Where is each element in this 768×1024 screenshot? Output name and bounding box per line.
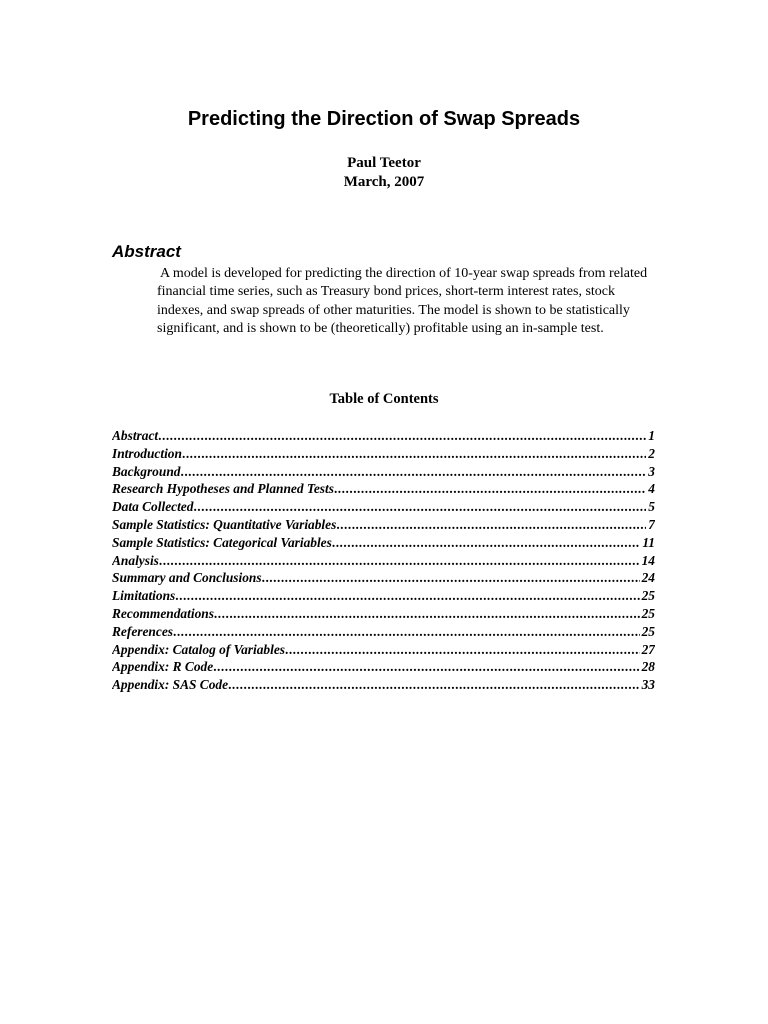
toc-entry-page: 25: [641, 605, 655, 621]
abstract-heading: Abstract: [112, 242, 181, 261]
toc-dot-leader: [332, 534, 641, 552]
abstract-text: [157, 265, 657, 338]
toc-heading: Table of Contents: [329, 391, 439, 407]
toc-dot-leader: [180, 463, 646, 481]
toc-entry-data-collected[interactable]: [112, 498, 655, 516]
toc-entry-introduction[interactable]: [112, 445, 655, 463]
toc-dot-leader: [262, 569, 640, 587]
toc-entry-label: Appendix: SAS Code: [112, 677, 229, 693]
toc-entry-label: Recommendations: [112, 605, 214, 621]
toc-entry-page: 25: [641, 588, 655, 604]
toc-dot-leader: [285, 641, 640, 659]
toc-entry-categorical-variables[interactable]: [112, 534, 655, 552]
toc-dot-leader: [228, 676, 640, 694]
toc-dot-leader: [158, 427, 646, 445]
toc-dot-leader: [193, 498, 646, 516]
toc-entry-page: 28: [641, 659, 655, 675]
document-date: March, 2007: [343, 174, 425, 190]
toc-dot-leader: [334, 480, 646, 498]
toc-entry-page: 24: [641, 570, 655, 586]
toc-dot-leader: [182, 445, 646, 463]
document-author: Paul Teetor: [347, 155, 421, 171]
toc-entry-background[interactable]: [112, 463, 655, 481]
toc-entry-label: Appendix: Catalog of Variables: [112, 641, 285, 657]
toc-entry-label: Summary and Conclusions: [112, 570, 262, 586]
toc-entry-label: Sample Statistics: Categorical Variables: [112, 534, 332, 550]
toc-entry-page: 14: [641, 552, 655, 568]
toc-dot-leader: [213, 658, 639, 676]
toc-entry-label: Limitations: [112, 588, 176, 604]
toc-entry-label: Appendix: R Code: [112, 659, 214, 675]
toc-entry-page: 4: [648, 481, 655, 497]
toc-entry-label: References: [112, 623, 173, 639]
toc-entry-abstract[interactable]: [112, 427, 655, 445]
toc-entry-label: Abstract: [112, 428, 159, 443]
toc-entry-limitations[interactable]: [112, 587, 655, 605]
toc-entry-label: Sample Statistics: Quantitative Variables: [112, 516, 337, 532]
toc-dot-leader: [214, 605, 640, 623]
toc-entry-appendix-sas-code[interactable]: [112, 676, 655, 694]
toc-dot-leader: [336, 516, 646, 534]
toc-entry-page: 3: [648, 463, 655, 479]
toc-dot-leader: [175, 587, 639, 605]
table-of-contents: [112, 427, 655, 694]
toc-entry-page: 2: [648, 445, 655, 461]
toc-entry-analysis[interactable]: [112, 552, 655, 570]
toc-dot-leader: [159, 552, 640, 570]
toc-entry-page: 11: [642, 534, 655, 550]
toc-entry-summary-conclusions[interactable]: [112, 569, 655, 587]
toc-entry-quantitative-variables[interactable]: [112, 516, 655, 534]
toc-entry-label: Background: [112, 463, 181, 479]
toc-entry-references[interactable]: [112, 623, 655, 641]
toc-entry-page: 5: [648, 499, 655, 515]
toc-entry-label: Analysis: [112, 552, 159, 568]
toc-entry-label: Data Collected: [112, 499, 194, 515]
toc-entry-appendix-r-code[interactable]: [112, 658, 655, 676]
toc-entry-research-hypotheses[interactable]: [112, 480, 655, 498]
toc-dot-leader: [173, 623, 640, 641]
toc-entry-page: 25: [641, 623, 655, 639]
abstract-text-content: A model is developed for predicting the direction of 10-year swap spreads from related financial time series, such as Treasury bond prices, short-term interest rates, stock indexes, and swap spreads of other maturities. The model is shown to be statistically significant, and is shown to be (theoretically) profitable using an in-sample test.: [157, 266, 648, 336]
toc-entry-page: 33: [641, 677, 655, 693]
toc-entry-page: 1: [648, 428, 655, 443]
toc-entry-page: 27: [641, 641, 655, 657]
toc-entry-recommendations[interactable]: [112, 605, 655, 623]
toc-entry-appendix-catalog[interactable]: [112, 641, 655, 659]
document-title: Predicting the Direction of Swap Spreads: [187, 108, 581, 130]
toc-entry-label: Research Hypotheses and Planned Tests: [112, 481, 334, 497]
toc-entry-page: 7: [648, 516, 655, 532]
toc-entry-label: Introduction: [112, 445, 182, 461]
